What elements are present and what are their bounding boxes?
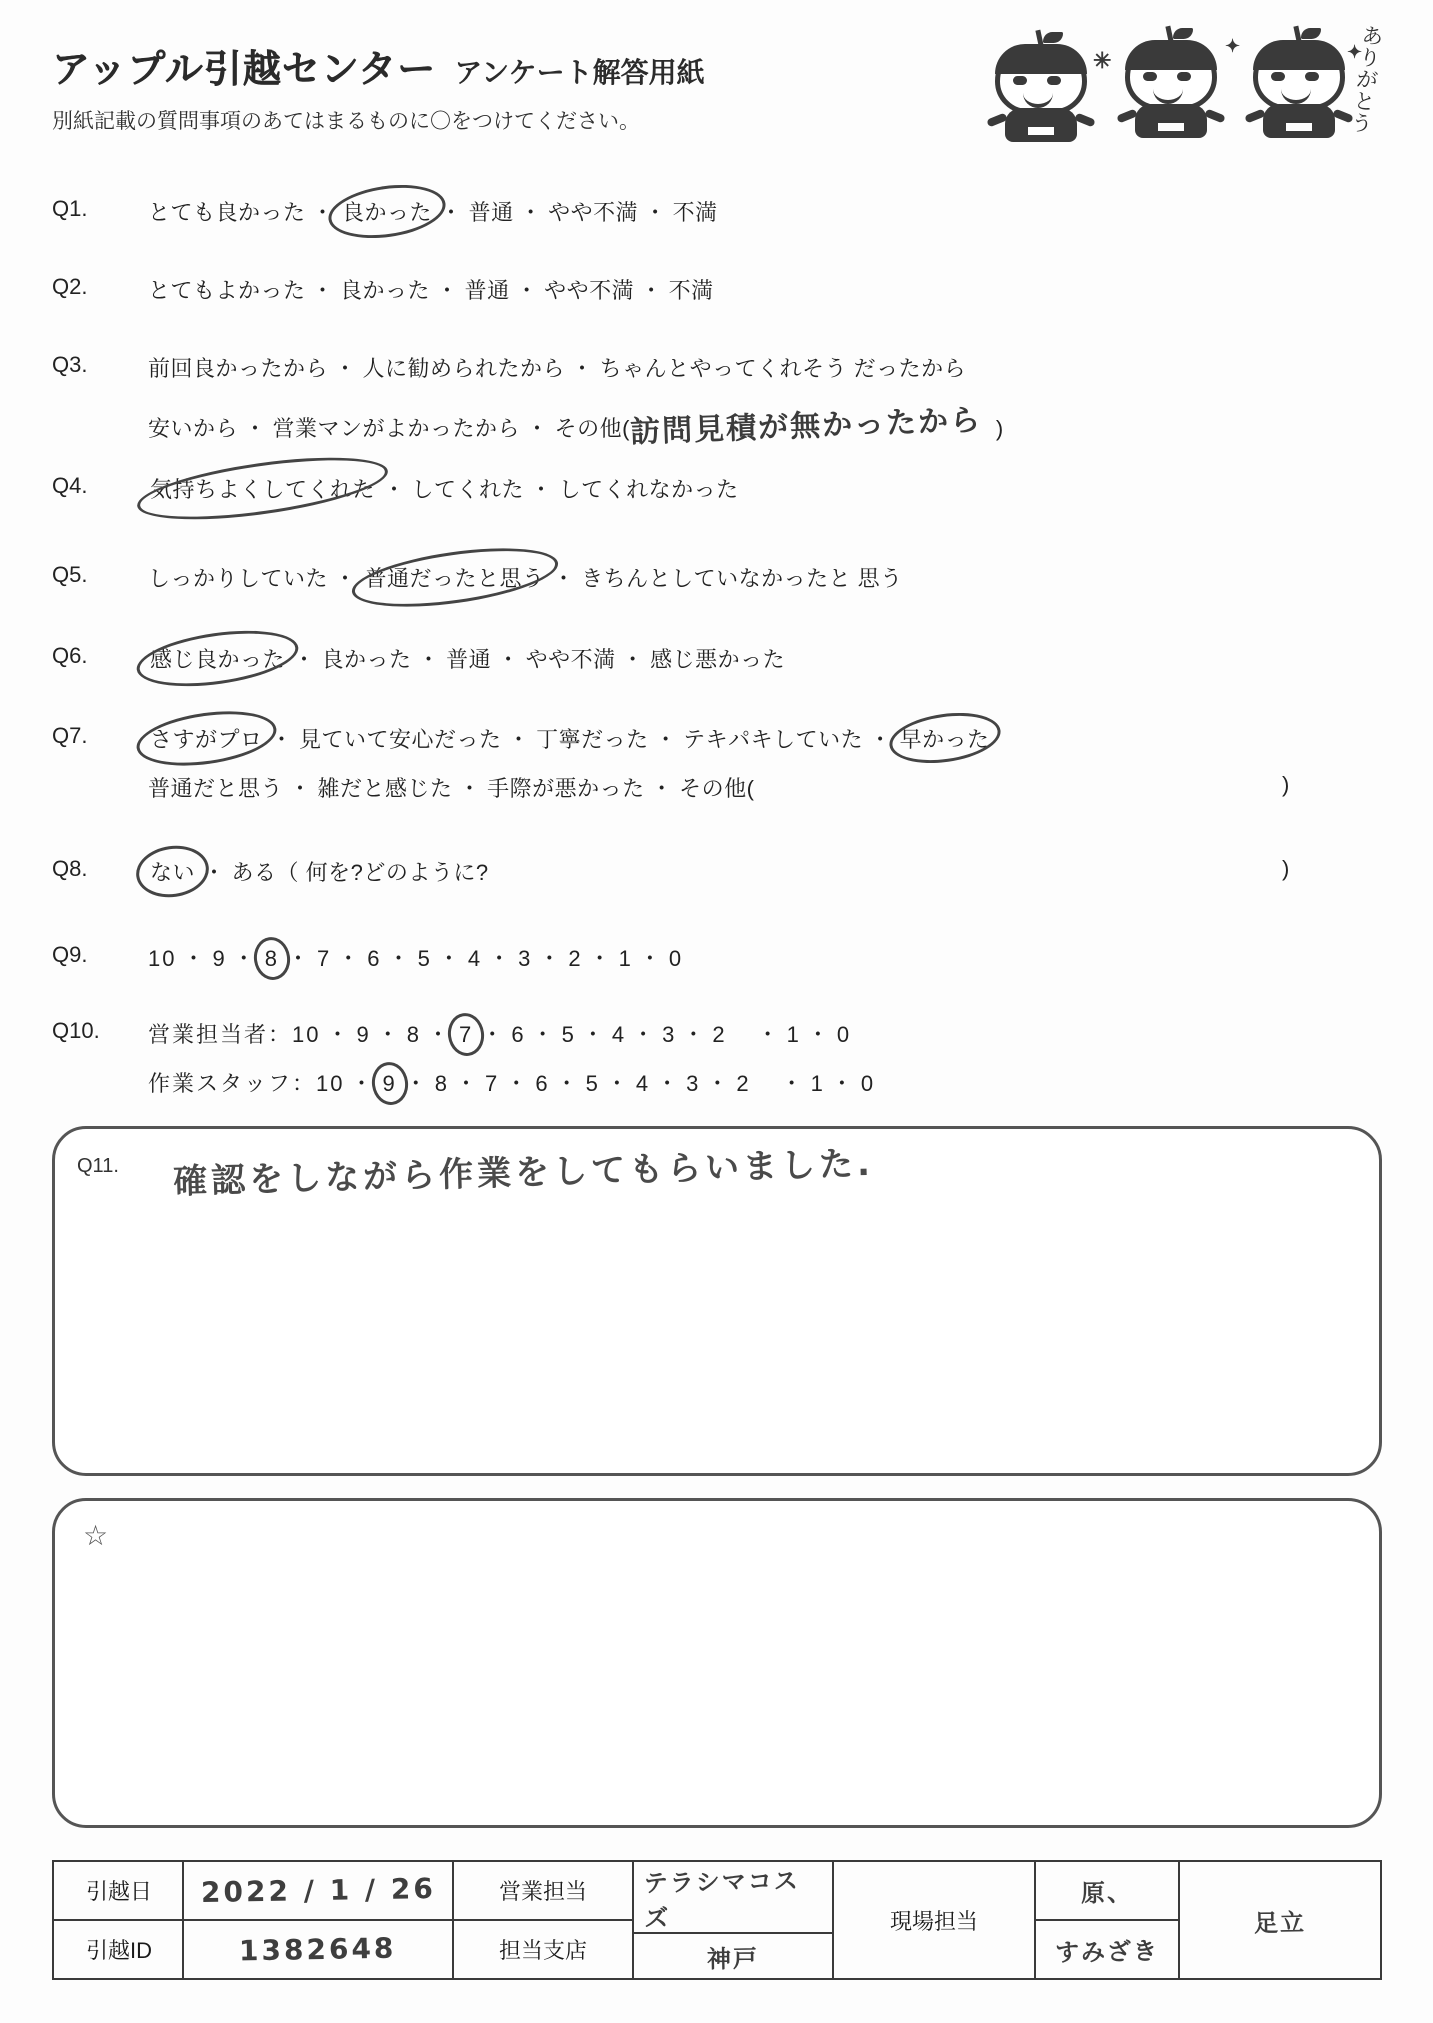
thanks-char: あ [1360,24,1385,50]
comment-box-q11[interactable] [52,1126,1382,1476]
option-q3-3[interactable]: 安いから [148,416,239,441]
q10-staff-8[interactable]: 8 [434,1071,450,1096]
q10-staff-9-selected[interactable]: 9 [382,1071,397,1096]
question-id: Q10. [52,1018,100,1043]
question-q2: Q2. とてもよかった ・ 良かった ・ 普通 ・ やや不満 ・ 不満 [52,274,714,303]
value-site-staff-3: 足立 [1253,1908,1307,1937]
question-q3: Q3. 前回良かったから ・ 人に勧められたから ・ ちゃんとやってくれそう だったから 安いから ・ 営業マンがよかったから ・ その他(訪問見積が無かったから ) [52,352,1004,451]
q10-staff-1[interactable]: 1 [810,1071,825,1096]
question-q1: Q1. とても良かった ・ 良かった ・ 普通 ・ やや不満 ・ 不満 [52,196,718,225]
q9-scale-2[interactable]: 2 [568,946,583,971]
mascot-apple-character [1115,28,1227,140]
q10-sales-1[interactable]: 1 [786,1022,801,1047]
option-q1-2[interactable]: 普通 [468,200,514,225]
q10-sales-4[interactable]: 4 [611,1022,627,1047]
option-q3-1[interactable]: 人に勧められたから [362,356,566,381]
mascot-apple-character [985,32,1097,144]
option-q7-4-selected[interactable]: 早かった [898,723,992,754]
label-branch: 担当支店 [498,1938,587,1963]
sparkle-icon: ✦ [1225,36,1241,56]
q10-sales-7-selected[interactable]: 7 [459,1022,474,1047]
q10-sales-label: 営業担当者： [148,1022,293,1047]
option-q6-1[interactable]: 良かった [321,647,412,672]
option-q3-4[interactable]: 営業マンがよかったから [272,416,521,441]
question-q7: Q7. さすがプロ ・ 見ていて安心だった ・ 丁寧だった ・ テキパキしていた ・ 早かった 普通だと思う ・ 雑だと感じた ・ 手際が悪かった ・ その他( ) [52,723,1290,801]
question-id: Q3. [52,352,88,377]
option-q7-7[interactable]: 手際が悪かった [487,776,645,801]
q9-scale-10[interactable]: 10 [148,946,177,971]
question-id: Q6. [52,643,88,668]
label-move-date: 引越日 [54,1862,184,1921]
option-q1-4[interactable]: 不満 [672,200,718,225]
question-id: Q7. [52,723,88,748]
value-site-staff-1: 原、 [1080,1878,1134,1908]
question-q10: Q10. 営業担当者：10 ・ 9 ・ 8 ・ 7 ・ 6 ・ 5 ・ 4 ・ 3 ・ 2 ・ 1 ・ 0 作業スタッフ：10 ・ 9 ・ 8 ・ 7 ・ 6 ・ 5 ・ 4 ・ 3 ・ 2 ・ 1 ・ 0 [52,1018,876,1096]
option-q8-1[interactable]: ある（ 何を?どのように? [231,860,489,885]
question-id: Q8. [52,856,88,881]
q10-staff-2[interactable]: 2 [736,1071,751,1096]
q9-scale-8-selected[interactable]: 8 [264,946,280,971]
q9-scale-3[interactable]: 3 [518,946,533,971]
question-q9: Q9. 10 ・ 9 ・ 8 ・ 7 ・ 6 ・ 5 ・ 4 ・ 3 ・ 2 ・ 1 ・ 0 [52,942,684,971]
q11-handwritten-comment: 確認をしながら作業をしてもらいました. [172,1143,875,1203]
option-q5-2[interactable]: きちんとしていなかったと 思う [581,566,903,591]
option-q7-5[interactable]: 普通だと思う [148,776,284,801]
instruction-text: 別紙記載の質問事項のあてはまるものに〇をつけてください。 [52,110,640,133]
question-q5: Q5. しっかりしていた ・ 普通だったと思う ・ きちんとしていなかったと 思う [52,562,903,591]
q9-scale-0[interactable]: 0 [668,946,684,971]
comment-box-star[interactable] [52,1498,1382,1828]
value-branch: 神戸 [706,1944,760,1973]
q10-sales-2[interactable]: 2 [712,1022,727,1047]
star-icon: ☆ [83,1520,109,1551]
q7-close-paren: ) [1282,772,1290,797]
question-id: Q11. [77,1155,119,1177]
q10-sales-3[interactable]: 3 [662,1022,677,1047]
option-q7-0-selected[interactable]: さすがプロ [148,723,265,754]
option-q4-1[interactable]: してくれた [411,477,525,502]
option-q3-2[interactable]: ちゃんとやってくれそう だったから [599,356,967,381]
label-move-id: 引越ID [85,1938,152,1963]
q10-staff-3[interactable]: 3 [686,1071,701,1096]
option-q5-1-selected[interactable]: 普通だったと思う [363,562,547,593]
q10-staff-10[interactable]: 10 [316,1071,345,1096]
question-id: Q5. [52,562,88,587]
q3-close-paren: ) [995,416,1004,441]
sparkle-icon: ✦ [1347,42,1363,62]
footer-info-table [52,1860,1382,1980]
value-site-staff-2: すみざき [1054,1937,1160,1967]
option-q4-2[interactable]: してくれなかった [558,477,739,502]
question-id: Q2. [52,274,88,299]
document-type-title: アンケート解答用紙 [454,57,705,88]
q10-staff-label: 作業スタッフ： [148,1071,317,1096]
thanks-char: り [1357,46,1382,72]
question-id: Q9. [52,942,88,967]
question-q8: Q8. ない ・ ある（ 何を?どのように? ) [52,856,1290,885]
sparkle-icon: ✳ [1093,48,1112,73]
question-q6: Q6. 感じ良かった ・ 良かった ・ 普通 ・ やや不満 ・ 感じ悪かった [52,643,786,672]
option-q5-0[interactable]: しっかりしていた [148,566,329,591]
label-site-staff: 現場担当 [834,1862,1036,1978]
option-q1-1-selected[interactable]: 良かった [340,196,434,227]
q10-staff-4[interactable]: 4 [635,1071,651,1096]
option-q7-6[interactable]: 雑だと感じた [317,776,453,801]
value-move-date: 2022 / 1 / 26 [200,1871,436,1910]
option-q2-0[interactable]: とてもよかった [148,278,306,303]
option-q7-3[interactable]: テキパキしていた [683,727,864,752]
q10-sales-8[interactable]: 8 [406,1022,422,1047]
thanks-char: う [1349,111,1374,138]
q10-sales-6[interactable]: 6 [511,1022,526,1047]
thank-you-text [1325,22,1410,140]
q10-sales-9[interactable]: 9 [356,1022,371,1047]
q3-other-handwriting: 訪問見積が無かったから [629,402,983,451]
option-q6-4[interactable]: 感じ悪かった [650,647,786,672]
option-q2-4[interactable]: 不満 [668,278,714,303]
question-id: Q4. [52,473,88,498]
option-q6-2[interactable]: 普通 [446,647,492,672]
q9-scale-9[interactable]: 9 [212,946,227,971]
q9-scale-7[interactable]: 7 [317,946,332,971]
q9-scale-5[interactable]: 5 [417,946,432,971]
option-q1-0[interactable]: とても良かった [148,200,306,225]
company-logo-text: アップル引越センター [52,49,437,91]
q9-scale-4[interactable]: 4 [467,946,483,971]
q8-close-paren: ) [1282,856,1290,881]
option-q2-1[interactable]: 良かった [340,278,431,303]
q10-sales-10[interactable]: 10 [292,1022,321,1047]
q10-staff-7[interactable]: 7 [485,1071,500,1096]
q10-sales-0[interactable]: 0 [836,1022,852,1047]
q10-staff-0[interactable]: 0 [860,1071,876,1096]
option-q6-0-selected[interactable]: 感じ良かった [148,643,287,674]
option-q7-other-label[interactable]: その他( [679,776,755,801]
mascot-illustration [975,18,1405,153]
thanks-char: と [1352,89,1377,116]
thanks-char: が [1355,67,1379,94]
question-q4: Q4. 気持ちよくしてくれた ・ してくれた ・ してくれなかった [52,473,739,502]
option-q1-3[interactable]: やや不満 [548,200,639,225]
value-move-id: 1382648 [239,1931,397,1968]
value-sales-rep: テラシマコスズ [643,1866,800,1933]
q9-scale-6[interactable]: 6 [367,946,382,971]
option-q7-1[interactable]: 見ていて安心だった [299,727,502,752]
option-q3-other-label[interactable]: その他( [554,416,630,441]
label-sales-rep: 営業担当 [454,1862,632,1921]
option-q4-0-selected[interactable]: 気持ちよくしてくれた [148,473,377,504]
q10-staff-5[interactable]: 5 [585,1071,600,1096]
option-q3-0[interactable]: 前回良かったから [148,356,329,381]
q10-staff-6[interactable]: 6 [535,1071,550,1096]
option-q7-2[interactable]: 丁寧だった [536,727,649,752]
q9-scale-1[interactable]: 1 [618,946,633,971]
option-q8-0-selected[interactable]: ない [148,856,197,887]
question-id: Q1. [52,196,88,221]
q10-sales-5[interactable]: 5 [561,1022,576,1047]
option-q2-3[interactable]: やや不満 [544,278,635,303]
option-q6-3[interactable]: やや不満 [525,647,616,672]
option-q2-2[interactable]: 普通 [464,278,510,303]
